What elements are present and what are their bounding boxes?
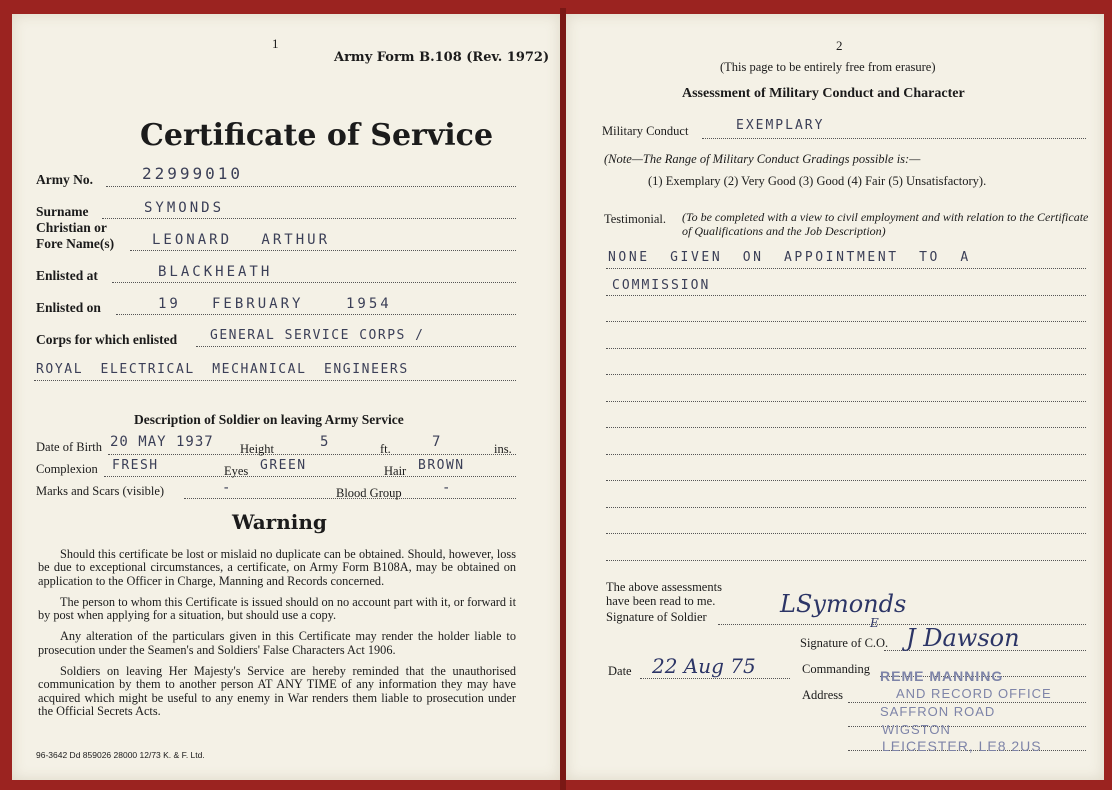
stamp-line-1: REME MANNING — [880, 668, 1004, 684]
warning-heading: Warning — [232, 510, 327, 534]
testimonial-ruled-line — [606, 321, 1086, 322]
testimonial-ruled-line — [606, 480, 1086, 481]
stamp-line-2: AND RECORD OFFICE — [896, 686, 1052, 701]
enlisted-at-label: Enlisted at — [36, 268, 98, 283]
testimonial-ruled-line — [606, 268, 1086, 269]
testimonial-label: Testimonial. — [604, 212, 666, 226]
testimonial-ruled-line — [606, 374, 1086, 375]
dob-value: 20 MAY 1937 — [110, 434, 214, 450]
height-label: Height — [240, 442, 275, 456]
complexion-label: Complexion — [36, 462, 98, 476]
complexion-value: FRESH — [112, 458, 159, 473]
enlisted-at-value: BLACKHEATH — [158, 264, 273, 280]
enlisted-on-label: Enlisted on — [36, 300, 101, 315]
army-no-line — [106, 186, 516, 187]
co-signature-label: Signature of C.O. — [800, 636, 889, 650]
description-heading: Description of Soldier on leaving Army Service — [134, 412, 404, 427]
dob-label: Date of Birth — [36, 440, 102, 454]
stamp-line-5: LEICESTER, LE8 2US — [882, 738, 1042, 754]
army-no-label: Army No. — [36, 172, 93, 187]
certificate-title: Certificate of Service — [140, 118, 494, 153]
testimonial-ruled-line — [606, 401, 1086, 402]
surname-line — [102, 218, 516, 219]
surname-value: SYMONDS — [144, 200, 225, 216]
testimonial-ruled-line — [606, 348, 1086, 349]
height-ft-value: 5 — [320, 434, 332, 450]
stamp-line-4: WIGSTON — [882, 722, 951, 737]
ft-label: ft. — [380, 442, 391, 456]
enlisted-at-line — [112, 282, 516, 283]
page-number: 1 — [272, 36, 279, 51]
conduct-line — [702, 138, 1086, 139]
enlisted-on-line — [116, 314, 516, 315]
hair-label: Hair — [384, 464, 407, 478]
testimonial-ruled-line — [606, 533, 1086, 534]
enlisted-on-month: FEBRUARY — [212, 296, 304, 312]
right-page — [566, 14, 1104, 780]
testimonial-line-2: COMMISSION — [612, 278, 711, 293]
date-label: Date — [608, 664, 632, 678]
co-signature: J Dawson — [906, 624, 1020, 652]
warning-paragraph-1: Should this certificate be lost or mislaid no duplicate can be obtained. Should, however, loss be due to exceptional circumstances, a certificate, on Army Form B108A, may be obtained on application to the Officer in Charge, Manning and Records concerned. — [38, 547, 516, 588]
warning-paragraph-3: Any alteration of the particulars given in this Certificate may render the holder liable to prosecution under the Seamen's and Soldiers' False Characters Act 1906. — [38, 629, 516, 657]
conduct-value: EXEMPLARY — [736, 118, 825, 133]
testimonial-ruled-line — [606, 560, 1086, 561]
army-no-value: 22999010 — [142, 164, 244, 183]
complexion-line — [104, 476, 516, 477]
testimonial-ruled-line — [606, 295, 1086, 296]
dob-line — [108, 454, 516, 455]
testimonial-ruled-line — [606, 507, 1086, 508]
blood-group-label: Blood Group — [336, 486, 402, 500]
conduct-label: Military Conduct — [602, 124, 689, 138]
corps-value-1: GENERAL SERVICE CORPS / — [210, 328, 425, 343]
forenames-line — [130, 250, 516, 251]
forenames-label-1: Christian or — [36, 220, 107, 235]
gradings-list: (1) Exemplary (2) Very Good (3) Good (4) Fair (5) Unsatisfactory). — [648, 174, 987, 188]
forenames-value: LEONARD ARTHUR — [152, 232, 331, 248]
marks-label: Marks and Scars (visible) — [36, 484, 165, 498]
testimonial-instructions: (To be completed with a view to civil employment and with relation to the Certificate of Qualifications and the Job Description) — [682, 210, 1089, 238]
commanding-label: Commanding — [802, 662, 871, 676]
forenames-label-2: Fore Name(s) — [36, 236, 115, 251]
co-signature-correction: E — [870, 616, 879, 630]
enlisted-on-year: 1954 — [346, 296, 392, 312]
soldier-signature-label: Signature of Soldier — [606, 610, 707, 624]
erasure-note: (This page to be entirely free from erasure) — [720, 60, 936, 74]
stamp-line-3: SAFFRON ROAD — [880, 704, 996, 719]
ins-label: ins. — [494, 442, 512, 456]
corps-line-1 — [196, 346, 516, 347]
testimonial-line-1: NONE GIVEN ON APPOINTMENT TO A — [608, 250, 971, 265]
assessment-heading: Assessment of Military Conduct and Character — [682, 86, 965, 101]
testimonial-ruled-line — [606, 454, 1086, 455]
hair-value: BROWN — [418, 458, 465, 473]
eyes-value: GREEN — [260, 458, 307, 473]
marks-value: - — [222, 480, 234, 496]
address-line-1 — [848, 702, 1086, 703]
form-reference: Army Form B.108 (Rev. 1972) — [334, 50, 550, 65]
warning-paragraph-2: The person to whom this Certificate is issued should on no account part with it, or forward it by post when applying for a situation, but should use a copy. — [38, 594, 516, 623]
printer-imprint: 96-3642 Dd 859026 28000 12/73 K. & F. Ltd. — [36, 750, 205, 760]
address-label: Address — [802, 688, 843, 702]
blood-group-value: - — [442, 480, 454, 496]
date-line — [640, 678, 790, 679]
soldier-signature-line — [718, 624, 1086, 625]
soldier-signature: LSymonds — [780, 590, 907, 618]
date-value: 22 Aug 75 — [652, 654, 756, 678]
height-in-value: 7 — [432, 434, 444, 450]
gradings-note: (Note—The Range of Military Conduct Gradings possible is:— — [604, 152, 921, 166]
corps-line-2 — [34, 380, 516, 381]
assessment-read-1: The above assessments — [606, 580, 722, 594]
assessment-read-2: have been read to me. — [606, 594, 716, 608]
warning-paragraph-4: Soldiers on leaving Her Majesty's Service are hereby reminded that the unauthorised communication by them to another person AT ANY TIME of any information they may have acquired which might be useful to any enemy in War renders them liable to prosecution under the Official Secrets Acts. — [38, 664, 516, 718]
corps-value-2: ROYAL ELECTRICAL MECHANICAL ENGINEERS — [36, 362, 409, 377]
left-page — [12, 14, 560, 780]
testimonial-ruled-line — [606, 427, 1086, 428]
surname-label: Surname — [36, 204, 89, 219]
corps-label: Corps for which enlisted — [36, 332, 178, 347]
enlisted-on-day: 19 — [158, 296, 181, 312]
eyes-label: Eyes — [224, 464, 249, 478]
warning-text — [38, 548, 516, 726]
page-number: 2 — [836, 38, 843, 53]
